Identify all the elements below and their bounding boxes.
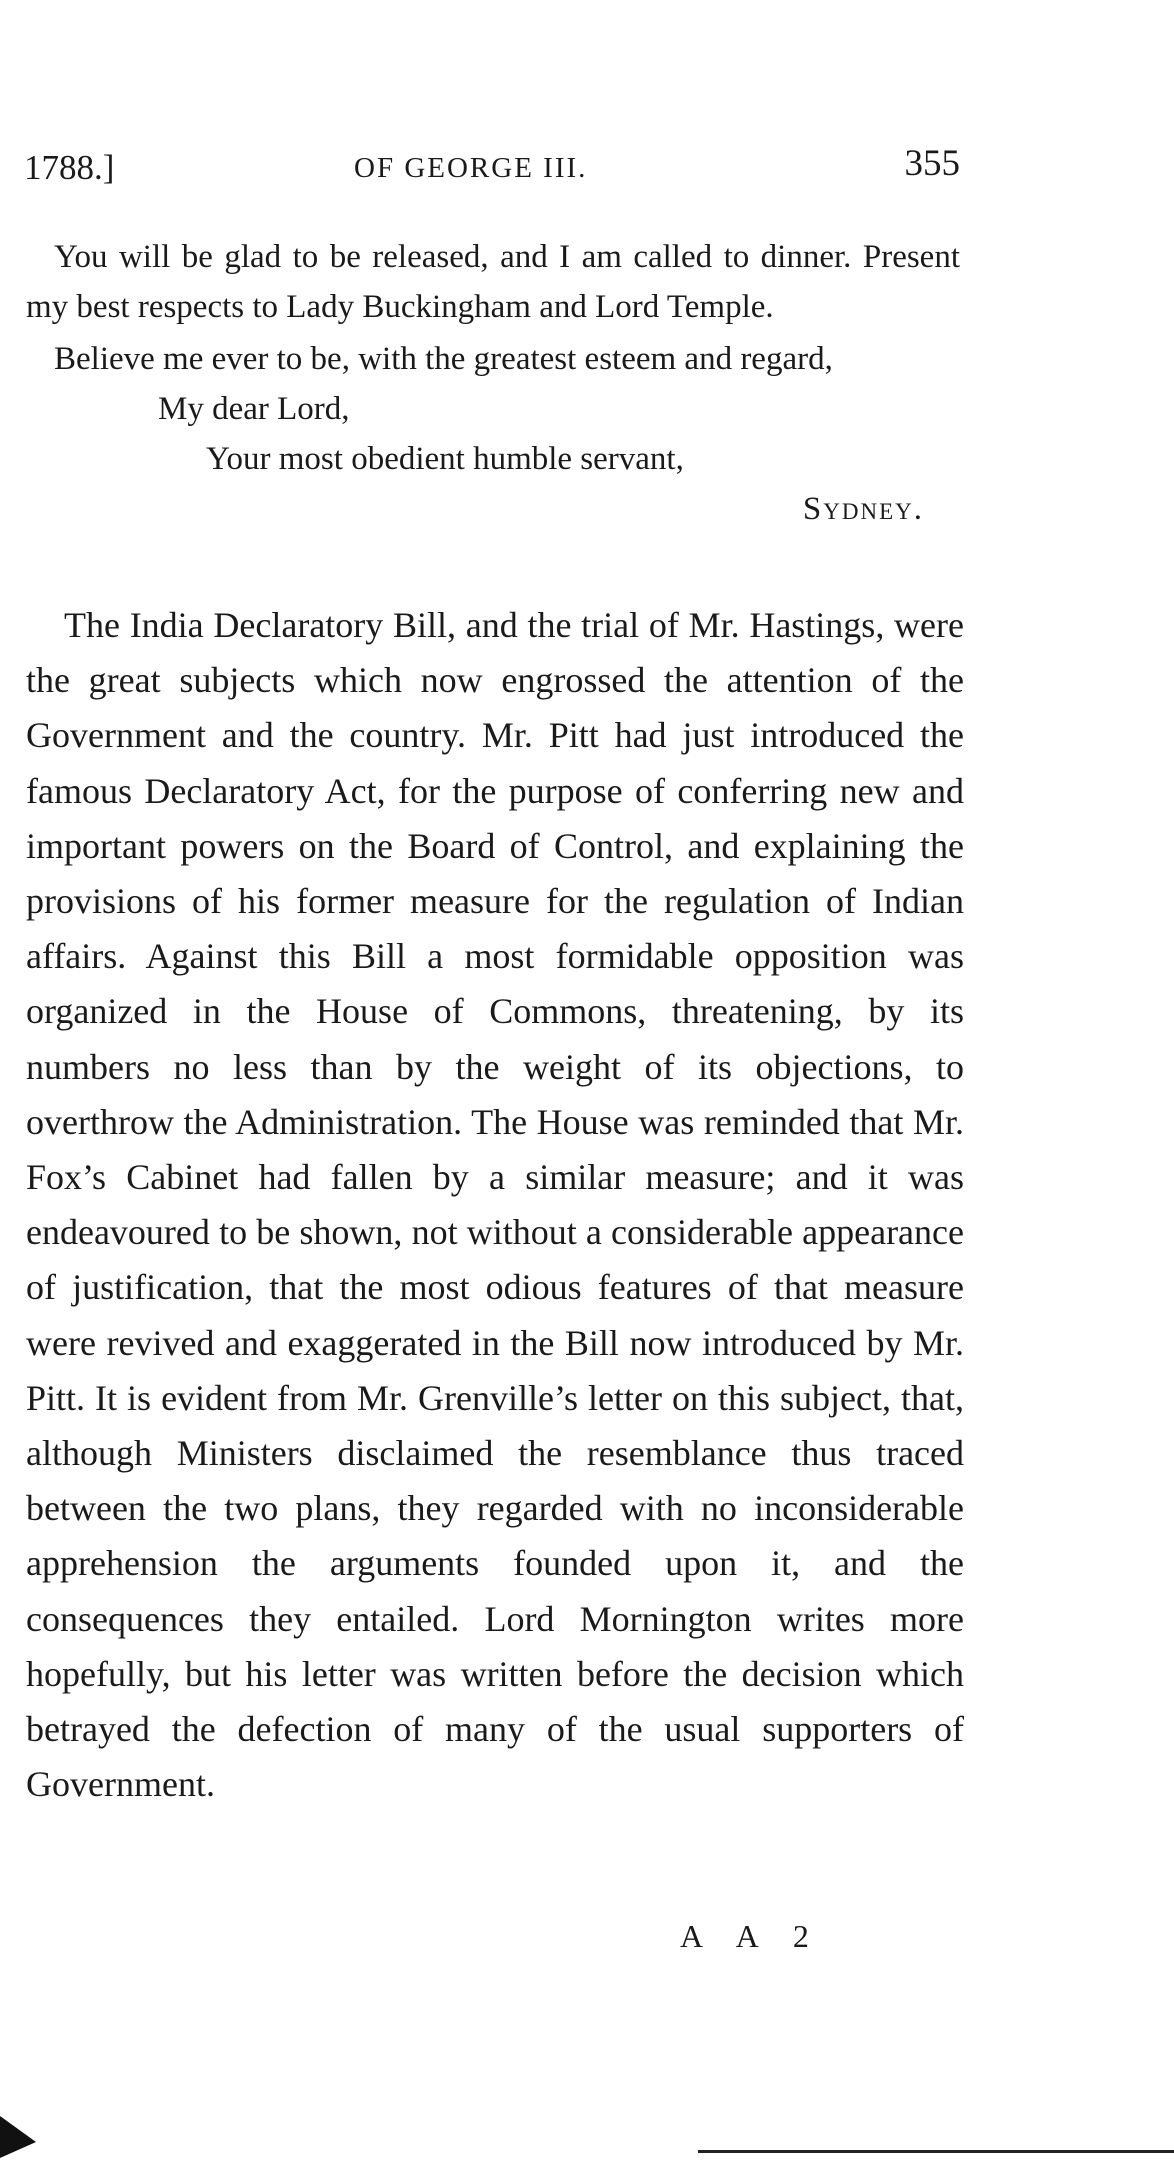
- body-text: [26, 598, 964, 1812]
- letter-salutation: My dear Lord,: [158, 391, 350, 427]
- running-head-year: 1788.]: [24, 148, 115, 187]
- letter-closing: Believe me ever to be, with the greatest esteem and regard,: [54, 341, 833, 377]
- letter-signature: Sydney.: [802, 491, 924, 527]
- running-head-title: OF GEORGE III.: [354, 152, 588, 184]
- page-number: 355: [904, 143, 960, 184]
- letter-excerpt: [26, 232, 960, 534]
- bottom-rule: [698, 2150, 1174, 2153]
- corner-arrow-icon: [0, 2116, 36, 2158]
- letter-paragraph: You will be glad to be released, and I am called to dinner. Present my best respects to Lady Buckingham and Lord Temple.: [26, 239, 960, 325]
- letter-servant-line: Your most obedient humble servant,: [206, 441, 684, 477]
- printer-signature-mark: A A 2: [680, 1918, 823, 1954]
- running-head: [24, 143, 960, 198]
- body-paragraph: The India Declaratory Bill, and the trial of Mr. Hastings, were the great subjects which now engrossed the attention of the Government and the country. Mr. Pitt had just introduced the famous Declaratory Act, for the purpose of conferring new and important powers on the Board of Control, and explaining the provisions of his former measure for the regulation of Indian affairs. Against this Bill a most formidable opposition was organized in the House of Commons, threatening, by its numbers no less than by the weight of its objections, to overthrow the Administration. The House was reminded that Mr. Fox’s Cabinet had fallen by a similar measure; and it was endeavoured to be shown, not without a considerable appearance of justification, that the most odious features of that measure were revived and exaggerated in the Bill now introduced by Mr. Pitt. It is evident from Mr. Grenville’s letter on this subject, that, although Ministers disclaimed the resemblance thus traced between the two plans, they regarded with no inconsiderable apprehension the arguments founded upon it, and the consequences they entailed. Lord Mornington writes more hopefully, but his letter was written before the decision which betrayed the defection of many of the usual supporters of Government.: [26, 605, 964, 1805]
